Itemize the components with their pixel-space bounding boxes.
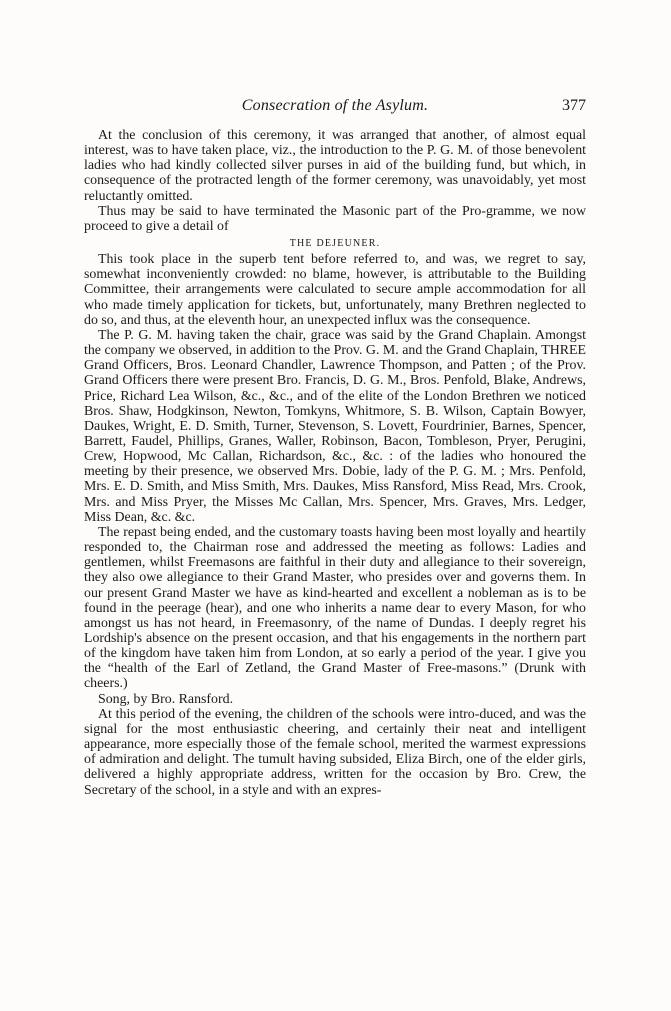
paragraph-tent: This took place in the superb tent before referred to, and was, we regret to say, somewhat inconveniently crowded: no blame, however, is attributable to the Building Committee, their arrangements were calculated to secure ample accommodation for all who made timely application for tickets, but, unfortunately, many Brethren neglected to do so, and thus, at the eleventh hour, an unexpected influx was the consequence.	[84, 252, 586, 328]
paragraph-children: At this period of the evening, the children of the schools were intro-duced, and was the signal for the most enthusiastic cheering, and certainly their neat and intelligent appearance, more especially those of the female school, merited the warmest expressions of admiration and delight. The tumult having subsided, Eliza Birch, one of the elder girls, delivered a highly appropriate address, written for the occasion by Bro. Crew, the Secretary of the school, in a style and with an expres-	[84, 706, 586, 798]
page-number: 377	[562, 97, 586, 114]
paragraph-ceremony-conclusion: At the conclusion of this ceremony, it was arranged that another, of almost equal interest, was to have taken place, viz., the introduction to the P. G. M. of those benevolent ladies who had kindly collected silver purses in aid of the building fund, but which, in consequence of the protracted length of the former ceremony, was unavoidably, yet most reluctantly omitted.	[84, 128, 586, 204]
section-heading: THE DEJEUNER.	[289, 238, 381, 250]
paragraph-programme-end: Thus may be said to have terminated the Masonic part of the Pro-gramme, we now proceed to give a detail of	[84, 203, 586, 234]
paragraph-song: Song, by Bro. Ransford.	[98, 691, 234, 707]
page-body	[84, 128, 586, 798]
page-header	[84, 97, 586, 119]
paragraph-toast: The repast being ended, and the customary toasts having been most loyally and heartily responded to, the Chairman rose and addressed the meeting as follows: Ladies and gentlemen, whilst Freemasons are faithful in their duty and allegiance to their sovereign, they also owe allegiance to their Grand Master, who presides over and governs them. In our present Grand Master we have as kind-hearted and excellent a nobleman as is to be found in the peerage (hear), and one who inherits a name dear to every Mason, for who amongst us has not heard, in Freemasonry, of the name of Dundas. I deeply regret his Lordship's absence on the present occasion, and that his engagements in the northern part of the kingdom have taken him from London, at so early a period of the year. I give you the “health of the Earl of Zetland, the Grand Master of Free-masons.” (Drunk with cheers.)	[84, 524, 586, 692]
running-title: Consecration of the Asylum.	[241, 97, 429, 114]
paragraph-company: The P. G. M. having taken the chair, grace was said by the Grand Chaplain. Amongst the company we observed, in addition to the Prov. G. M. and the Grand Chaplain, THREE Grand Officers, Bros. Leonard Chandler, Lawrence Thompson, and Patten ; of the Prov. Grand Officers there were present Bro. Francis, D. G. M., Bros. Penfold, Blake, Andrews, Price, Richard Lea Wilson, &c., &c., and of the elite of the London Brethren we noticed Bros. Shaw, Hodgkinson, Newton, Tomkyns, Whitmore, S. B. Wilson, Captain Bowyer, Daukes, Wright, E. D. Smith, Turner, Stevenson, S. Lovett, Fourdrinier, Barnes, Spencer, Barrett, Faudel, Phillips, Granes, Waller, Robinson, Bacon, Tombleson, Pryer, Perugini, Crew, Hopwood, Mc Callan, Richardson, &c., &c. : of the ladies who honoured the meeting by their presence, we observed Mrs. Dobie, lady of the P. G. M. ; Mrs. Penfold, Mrs. E. D. Smith, and Miss Smith, Mrs. Daukes, Miss Ransford, Miss Read, Mrs. Crook, Mrs. and Miss Pryer, the Misses Mc Callan, Mrs. Spencer, Mrs. Graves, Mrs. Ledger, Miss Dean, &c. &c.	[84, 327, 586, 525]
